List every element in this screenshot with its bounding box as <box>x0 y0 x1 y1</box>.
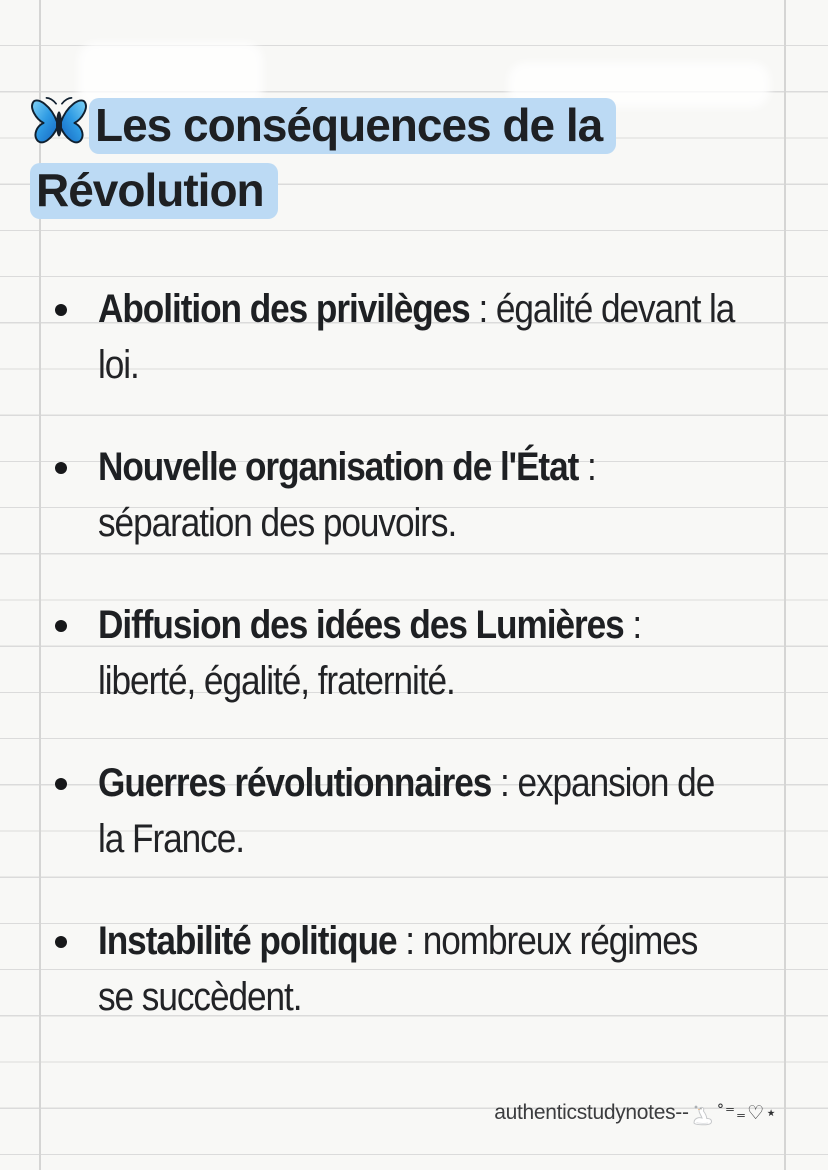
bullet-term: Guerres révolutionnaires <box>98 761 492 805</box>
swan-icon <box>690 1103 716 1127</box>
bullet-desc: : expansion de la France. <box>98 761 715 861</box>
list-item <box>36 597 828 709</box>
bullet-desc: : séparation des pouvoirs. <box>98 445 596 545</box>
bullet-desc: : liberté, égalité, fraternité. <box>98 603 642 703</box>
list-item <box>36 439 828 551</box>
watermark <box>494 1098 778 1128</box>
title-highlight: Les conséquences de la Révolution <box>30 98 616 219</box>
bullet-term: Nouvelle organisation de l'État <box>98 445 579 489</box>
bullet-text <box>98 597 740 709</box>
bullet-desc: : égalité devant la loi. <box>98 287 735 387</box>
bullet-term: Diffusion des idées des Lumières <box>98 603 624 647</box>
bullet-dot-icon <box>55 304 67 316</box>
page-title <box>30 93 720 223</box>
watermark-text: authenticstudynotes-- <box>494 1101 689 1124</box>
list-item <box>36 913 828 1025</box>
bullet-text <box>98 913 740 1025</box>
bullet-term: Instabilité politique <box>98 919 397 963</box>
bullet-dot-icon <box>55 620 67 632</box>
watermark-decoration: ˚⁼₌♡⋆ <box>717 1102 778 1124</box>
list-item <box>36 755 828 867</box>
bullet-text <box>98 439 740 551</box>
bullet-dot-icon <box>55 936 67 948</box>
bullet-dot-icon <box>55 778 67 790</box>
bullet-desc: : nombreux régimes se succèdent. <box>98 919 698 1019</box>
bullet-term: Abolition des privilèges <box>98 287 470 331</box>
list-item <box>36 281 828 393</box>
butterfly-icon <box>30 96 88 150</box>
bullet-dot-icon <box>55 462 67 474</box>
bullet-text <box>98 281 740 393</box>
bullet-list <box>36 281 828 1071</box>
bullet-text <box>98 755 740 867</box>
